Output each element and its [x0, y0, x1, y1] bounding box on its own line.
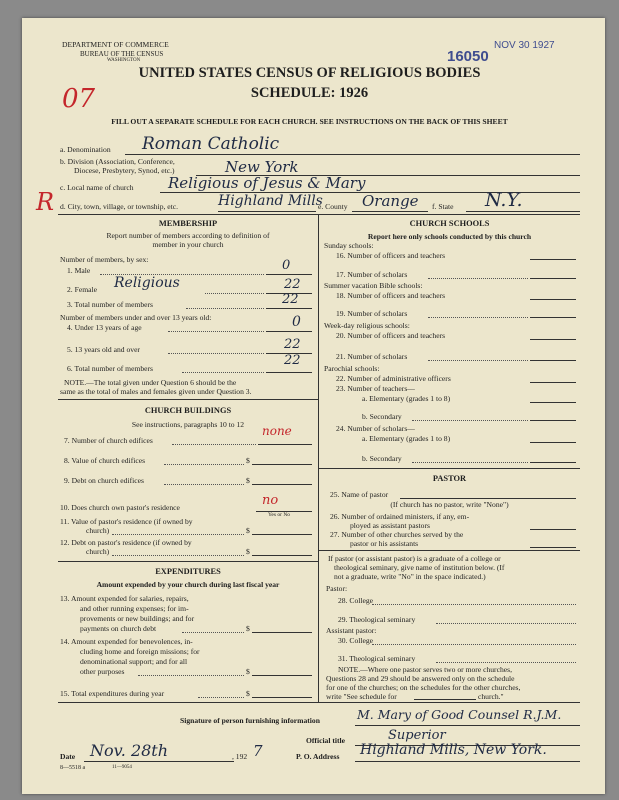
pastor-note-2: Questions 28 and 29 should be answered only on the schedule [326, 674, 515, 683]
year-prefix: , 192 [232, 752, 248, 761]
q15-label: 15. Total expenditures during year [60, 689, 165, 698]
q11-label-2: church) [86, 526, 110, 535]
q12-label: 12. Debt on pastor's residence (if owned by [60, 538, 192, 547]
pastor-note-5: church." [478, 692, 504, 701]
q25-label: 25. Name of pastor [330, 490, 389, 499]
q2-value: 22 [284, 277, 301, 292]
summer-label: Summer vacation Bible schools: [324, 281, 423, 290]
expenditures-sub: Amount expended by your church during last fiscal year [96, 580, 280, 589]
q20-label: 20. Number of officers and teachers [336, 331, 446, 340]
q6-value: 22 [284, 353, 301, 368]
county-value: Orange [362, 192, 419, 210]
county-label: e. County [318, 202, 348, 211]
membership-intro-1: Report number of members according to definition of [106, 231, 270, 240]
q10-hint: Yes or No [268, 512, 291, 518]
q14-label: 14. Amount expended for benevolences, in- [60, 637, 193, 646]
q28-label: 28. College [338, 596, 374, 605]
q23-label: 23. Number of teachers— [336, 384, 415, 393]
denomination-value: Roman Catholic [142, 134, 280, 154]
q13-label-4: payments on church debt [80, 624, 157, 633]
q7-label: 7. Number of church edifices [64, 436, 153, 445]
q26-label: 26. Number of ordained ministers, if any, em- [330, 512, 470, 521]
official-title-value: Superior [388, 728, 446, 743]
q6-label: 6. Total number of members [67, 364, 154, 373]
date-label: Date [60, 752, 76, 761]
q24b-label: b. Secondary [362, 454, 402, 463]
q8-label: 8. Value of church edifices [64, 456, 146, 465]
q27-label: 27. Number of other churches served by the [330, 530, 464, 539]
q24-label: 24. Number of scholars— [336, 424, 415, 433]
church-name-value: Religious of Jesus & Mary [168, 174, 366, 192]
sunday-label: Sunday schools: [324, 241, 374, 250]
q17-label: 17. Number of scholars [336, 270, 408, 279]
pastor-note-1: NOTE.—Where one pastor serves two or more churches, [338, 665, 512, 674]
red-mark-left: R [36, 188, 55, 216]
q1-label: 1. Male [67, 266, 91, 275]
membership-intro-2: member in your church [152, 240, 224, 249]
q14-label-4: other purposes [80, 667, 125, 676]
by-age-label: Number of members under and over 13 years old: [60, 313, 212, 322]
po-address-value: Highland Mills, New York. [360, 742, 547, 758]
q3-value: 22 [282, 292, 299, 307]
q25-note: (If church has no pastor, write "None") [390, 500, 509, 509]
q29-label: 29. Theological seminary [338, 615, 416, 624]
form-title: UNITED STATES CENSUS OF RELIGIOUS BODIES [138, 65, 481, 81]
q19-label: 19. Number of scholars [336, 309, 408, 318]
division-label: b. Division (Association, Conference, [60, 157, 175, 166]
q1-value: 0 [282, 258, 291, 273]
state-label: f. State [432, 202, 454, 211]
q15-dollar: $ [246, 689, 250, 698]
q14-dollar: $ [246, 667, 250, 676]
stamp-date: NOV 30 1927 [494, 40, 555, 51]
q5-label: 5. 13 years old and over [67, 345, 140, 354]
q9-dollar: $ [246, 476, 250, 485]
state-value: N.Y. [485, 189, 523, 211]
pastor-note-4: write "See schedule for [326, 692, 397, 701]
form-instruction: FILL OUT A SEPARATE SCHEDULE FOR EACH CHURCH. SEE INSTRUCTIONS ON THE BACK OF THIS SHEET [111, 117, 508, 126]
date-value: Nov. 28th [90, 741, 169, 760]
denomination-label: a. Denomination [60, 145, 111, 154]
division-value: New York [225, 158, 299, 176]
q23a-label: a. Elementary (grades 1 to 8) [362, 394, 451, 403]
stamp-number: 16050 [447, 48, 489, 65]
pastor-note-3: for one of the churches; on the schedules for the other churches, [326, 683, 521, 692]
q9-label: 9. Debt on church edifices [64, 476, 144, 485]
parochial-label: Parochial schools: [324, 364, 380, 373]
by-sex-label: Number of members, by sex: [60, 255, 149, 264]
q24a-label: a. Elementary (grades 1 to 8) [362, 434, 451, 443]
bureau-label: BUREAU OF THE CENSUS [80, 50, 164, 58]
q10-value: no [262, 493, 279, 508]
department-label: DEPARTMENT OF COMMERCE [62, 40, 169, 49]
q8-dollar: $ [246, 456, 250, 465]
q5-value: 22 [284, 337, 301, 352]
buildings-sub: See instructions, paragraphs 10 to 12 [131, 420, 245, 429]
q13-label-3: provements or new buildings; and for [80, 614, 195, 623]
q10-label: 10. Does church own pastor's residence [60, 503, 180, 512]
q18-label: 18. Number of officers and teachers [336, 291, 446, 300]
form-subtitle: SCHEDULE: 1926 [250, 85, 369, 101]
q23b-label: b. Secondary [362, 412, 402, 421]
city-label: WASHINGTON [107, 58, 141, 63]
membership-note-1: NOTE.—The total given under Question 6 should be the [64, 378, 237, 387]
schools-heading: CHURCH SCHOOLS [409, 219, 490, 228]
q13-label: 13. Amount expended for salaries, repairs, [60, 594, 189, 603]
membership-note-2: same as the total of males and females given under Question 3. [60, 387, 252, 396]
q31-label: 31. Theological seminary [338, 654, 416, 663]
division-label-2: Diocese, Presbytery, Synod, etc.) [74, 166, 175, 175]
pastor-label: Pastor: [326, 584, 348, 593]
q4-value: 0 [292, 314, 301, 330]
q26-label-2: ployed as assistant pastors [350, 521, 430, 530]
q27-label-2: pastor or his assistants [350, 539, 419, 548]
church-name-label: c. Local name of church [60, 183, 134, 192]
q3-label: 3. Total number of members [67, 300, 154, 309]
pastor-info-2: theological seminary, give name of institution below. (If [334, 563, 505, 572]
expenditures-heading: EXPENDITURES [155, 567, 221, 576]
q21-label: 21. Number of scholars [336, 352, 408, 361]
q2-label: 2. Female [67, 285, 97, 294]
q14-label-2: cluding home and foreign missions; for [80, 647, 200, 656]
q13-label-2: and other running expenses; for im- [80, 604, 189, 613]
q7-value: none [262, 424, 292, 438]
q4-label: 4. Under 13 years of age [67, 323, 142, 332]
year-value: 7 [253, 742, 263, 760]
q16-label: 16. Number of officers and teachers [336, 251, 446, 260]
form-number: 8—5518 a [60, 765, 86, 771]
schools-intro: Report here only schools conducted by this church [367, 232, 532, 241]
q13-dollar: $ [246, 624, 250, 633]
q22-label: 22. Number of administrative officers [336, 374, 451, 383]
assistant-pastor-label: Assistant pastor: [326, 626, 377, 635]
red-mark-top: 07 [62, 84, 96, 114]
signature-label: Signature of person furnishing information [180, 716, 320, 725]
q30-label: 30. College [338, 636, 374, 645]
print-number: 11—9054 [112, 765, 132, 770]
q14-label-3: denominational support; and for all [80, 657, 188, 666]
membership-heading: MEMBERSHIP [158, 219, 218, 228]
pastor-info-1: If pastor (or assistant pastor) is a graduate of a college or [328, 554, 501, 563]
city-town-value: Highland Mills [218, 193, 323, 209]
q11-label: 11. Value of pastor's residence (if owned by [60, 517, 193, 526]
pastor-heading: PASTOR [432, 474, 467, 483]
pastor-info-3: not a graduate, write "No" in the space indicated.) [334, 572, 486, 581]
q11-dollar: $ [246, 526, 250, 535]
signature-value: M. Mary of Good Counsel R.J.M. [357, 707, 562, 722]
weekday-label: Week-day religious schools: [324, 321, 410, 330]
official-title-label: Official title [306, 736, 346, 745]
q12-dollar: $ [246, 547, 250, 556]
city-town-label: d. City, town, village, or township, etc. [60, 202, 179, 211]
po-address-label: P. O. Address [296, 752, 340, 761]
buildings-heading: CHURCH BUILDINGS [144, 406, 232, 415]
q2-note: Religious [114, 275, 180, 291]
q12-label-2: church) [86, 547, 110, 556]
